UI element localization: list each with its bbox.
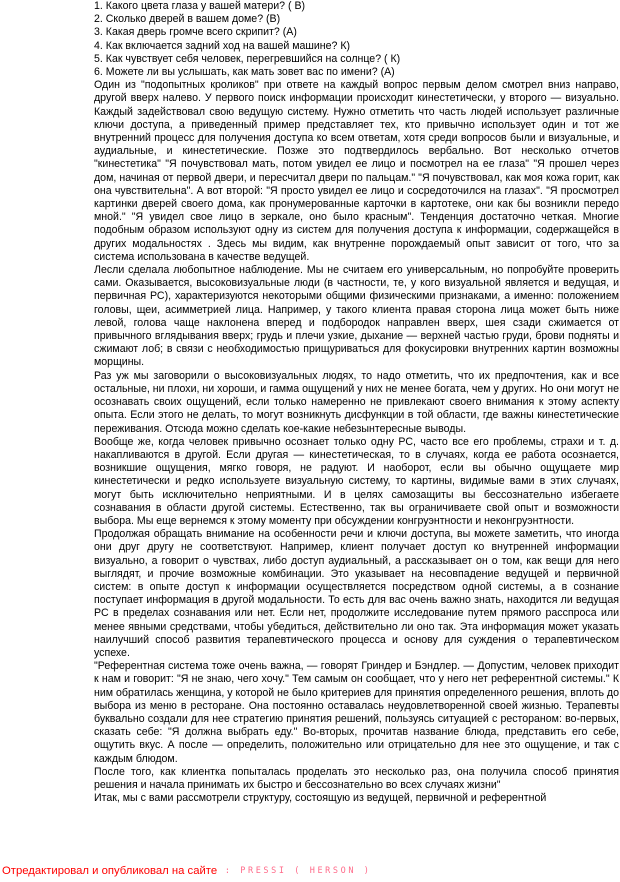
paragraph-high-visual: Раз уж мы заговорили о высоковизуальных людях, то надо отметить, что их предпочтения, как и все остальные, ни плохи, ни хороши, и гамма ощущений у них не менее богата, чем у других. Но они могут не осознавать своих ощущений, если только намеренно не привлекают своего внимания к этому аспекту опыта. Если этого не делать, то могут возникнуть дисфункции в той области, где важны кинестетические переживания. Отсюда можно сделать кое-какие небезынтересные выводы.	[94, 369, 619, 435]
footer-label: Отредактировал и опубликовал на сайте	[2, 865, 218, 877]
question-5: 5. Как чувствует себя человек, перегревшийся на солнце? ( К)	[94, 52, 401, 65]
paragraph-mismatch: Продолжая обращать внимание на особенности речи и ключи доступа, вы можете заметить, что иногда они друг другу не соответствуют. Например, клиент получает доступ ко внутренней информации визуально, а говорит о чувствах, либо доступ аудиальный, а рассказывает он о том, как вещи для него выглядят, и прочие возможные комбинации. Это указывает на несовпадение ведущей и первичной систем: в опыте доступ к информации осуществляется посредством одной системы, а в сознание поступает информация в другой модальности. То есть для вас очень важно знать, находится ли ведущая РС в пределах сознавания или нет. Если нет, продолжите исследование путем прямого расспроса или менее явными средствами, чтобы убедиться, действительно ли оно так. Эта информация может указать наилучший способ развития терапевтического процесса и основу для суждения о терапевтическом успехе.	[94, 528, 619, 659]
question-3: 3. Какая дверь громче всего скрипит? (А)	[94, 26, 297, 39]
document-body	[94, 0, 619, 805]
paragraph-other-system: Вообще же, когда человек привычно осознает только одну РС, часто все его проблемы, страхи и т. д. накапливаются в другой. Если другая — кинестетическая, то в случаях, когда ее работа осознается, возникшие ощущения, мягко говоря, не радуют. И наоборот, если вы обычно ощущаете мир кинестетически и редко используете визуальную систему, то картины, видимые вами в этих случаях, могут быть исключительно неприятными. И в целях самозащиты вы бессознательно избегаете сознавания в области другой системы. Естественно, так вы ограничиваете свой опыт и возможности выбора. Мы еще вернемся к этому моменту при обсуждении конгруэнтности и неконгруэнтности.	[94, 435, 619, 527]
question-4: 4. Как включается задний ход на вашей машине? К)	[94, 39, 351, 52]
paragraph-decision: После того, как клиентка попыталась проделать это несколько раз, она получила способ принятия решения и начала принимать их быстро и бессознательно во всех случаях жизни"	[94, 765, 619, 791]
footer-credit	[2, 865, 371, 877]
question-1: 1. Какого цвета глаза у вашей матери? ( В)	[94, 0, 306, 12]
paragraph-access-keys: Один из "подопытных кроликов" при ответе на каждый вопрос первым делом смотрел вниз направо, другой вверх налево. У первого поиск информации происходит кинестетически, у второго — визуально. Каждый задействовал свою ведущую систему. Нужно отметить что часть людей использует различные ключи доступа, а приведенный пример представляет тех, кто привычно использует один и тот же внутренний процесс для получения доступа ко всем ответам, хотя среди вопросов были и визуальные, и аудиальные, и кинестетические. Позже это подтвердилось вербально. Вот несколько отчетов "кинестетика" "Я почувствовал мать, потом увидел ее лицо и посмотрел на ее глаза" "Я прошел через дом, начиная от первой двери, и пересчитал двери по пальцам." "Я почувствовал, как моя кожа горит, как она чувствительна". А вот второй: "Я просто увидел ее лицо и сосредоточился на глазах". "Я просмотрел картинки дверей своего дома, как пронумерованные карточки в картотеке, они как бы возникли передо мной." "Я увидел свое лицо в зеркале, оно было красным". Тенденция достаточно четкая. Многие подобным образом используют одну из систем для получения доступа к информации, содержащейся в других модальностях . Здесь мы видим, как внутренне порождаемый опыт зависит от того, что за система использована в качестве ведущей.	[94, 79, 619, 263]
paragraph-summary: Итак, мы с вами рассмотрели структуру, состоящую из ведущей, первичной и референтной	[94, 792, 547, 805]
footer-site-link[interactable]: : PRESSI ( HERSON )	[217, 866, 372, 876]
paragraph-reference-system: "Референтная система тоже очень важна, — говорят Гриндер и Бэндлер. — Допустим, человек приходит к нам и говорит: "Я не знаю, чего хочу." Тем самым он сообщает, что у него нет референтной системы." К ним обратилась женщина, у которой не было критериев для принятия определенного решения, вплоть до выбора из меню в ресторане. Она постоянно оставалась неудовлетворенной своей жизнью. Терапевты буквально создали для нее стратегию принятия решений, пользуясь ситуацией с рестораном: во-первых, сказать себе: "Я должна выбрать еду." Во-вторых, прочитав название блюда, представить его себе, ощутить вкус. А после — определить, положительно или отрицательно для нее это ощущение, и так с каждым блюдом.	[94, 660, 619, 765]
question-2: 2. Сколько дверей в вашем доме? (В)	[94, 13, 281, 26]
question-6: 6. Можете ли вы услышать, как мать зовет вас по имени? (А)	[94, 66, 395, 79]
paragraph-leslie-observation: Лесли сделала любопытное наблюдение. Мы не считаем его универсальным, но попробуйте проверить сами. Оказывается, высоковизуальные люди (в частности, те, у кого визуальной является и ведущая, и первичная РС), характеризуются некоторыми общими физическими признаками, а именно: положением головы, щеи, асимметрией лица. Например, у такого клиента правая сторона лица может быть ниже левой, голова чаще наклонена вперед и подбородок направлен вверх, шея сзади сжимается от привычного вглядывания вверх; грудь и плечи узкие, дыхание — верхней частью груди, брови подняты и сжимают лоб; в связи с необходимостью прищуриваться для фокусировки внутренних картин возможны морщины.	[94, 264, 619, 369]
